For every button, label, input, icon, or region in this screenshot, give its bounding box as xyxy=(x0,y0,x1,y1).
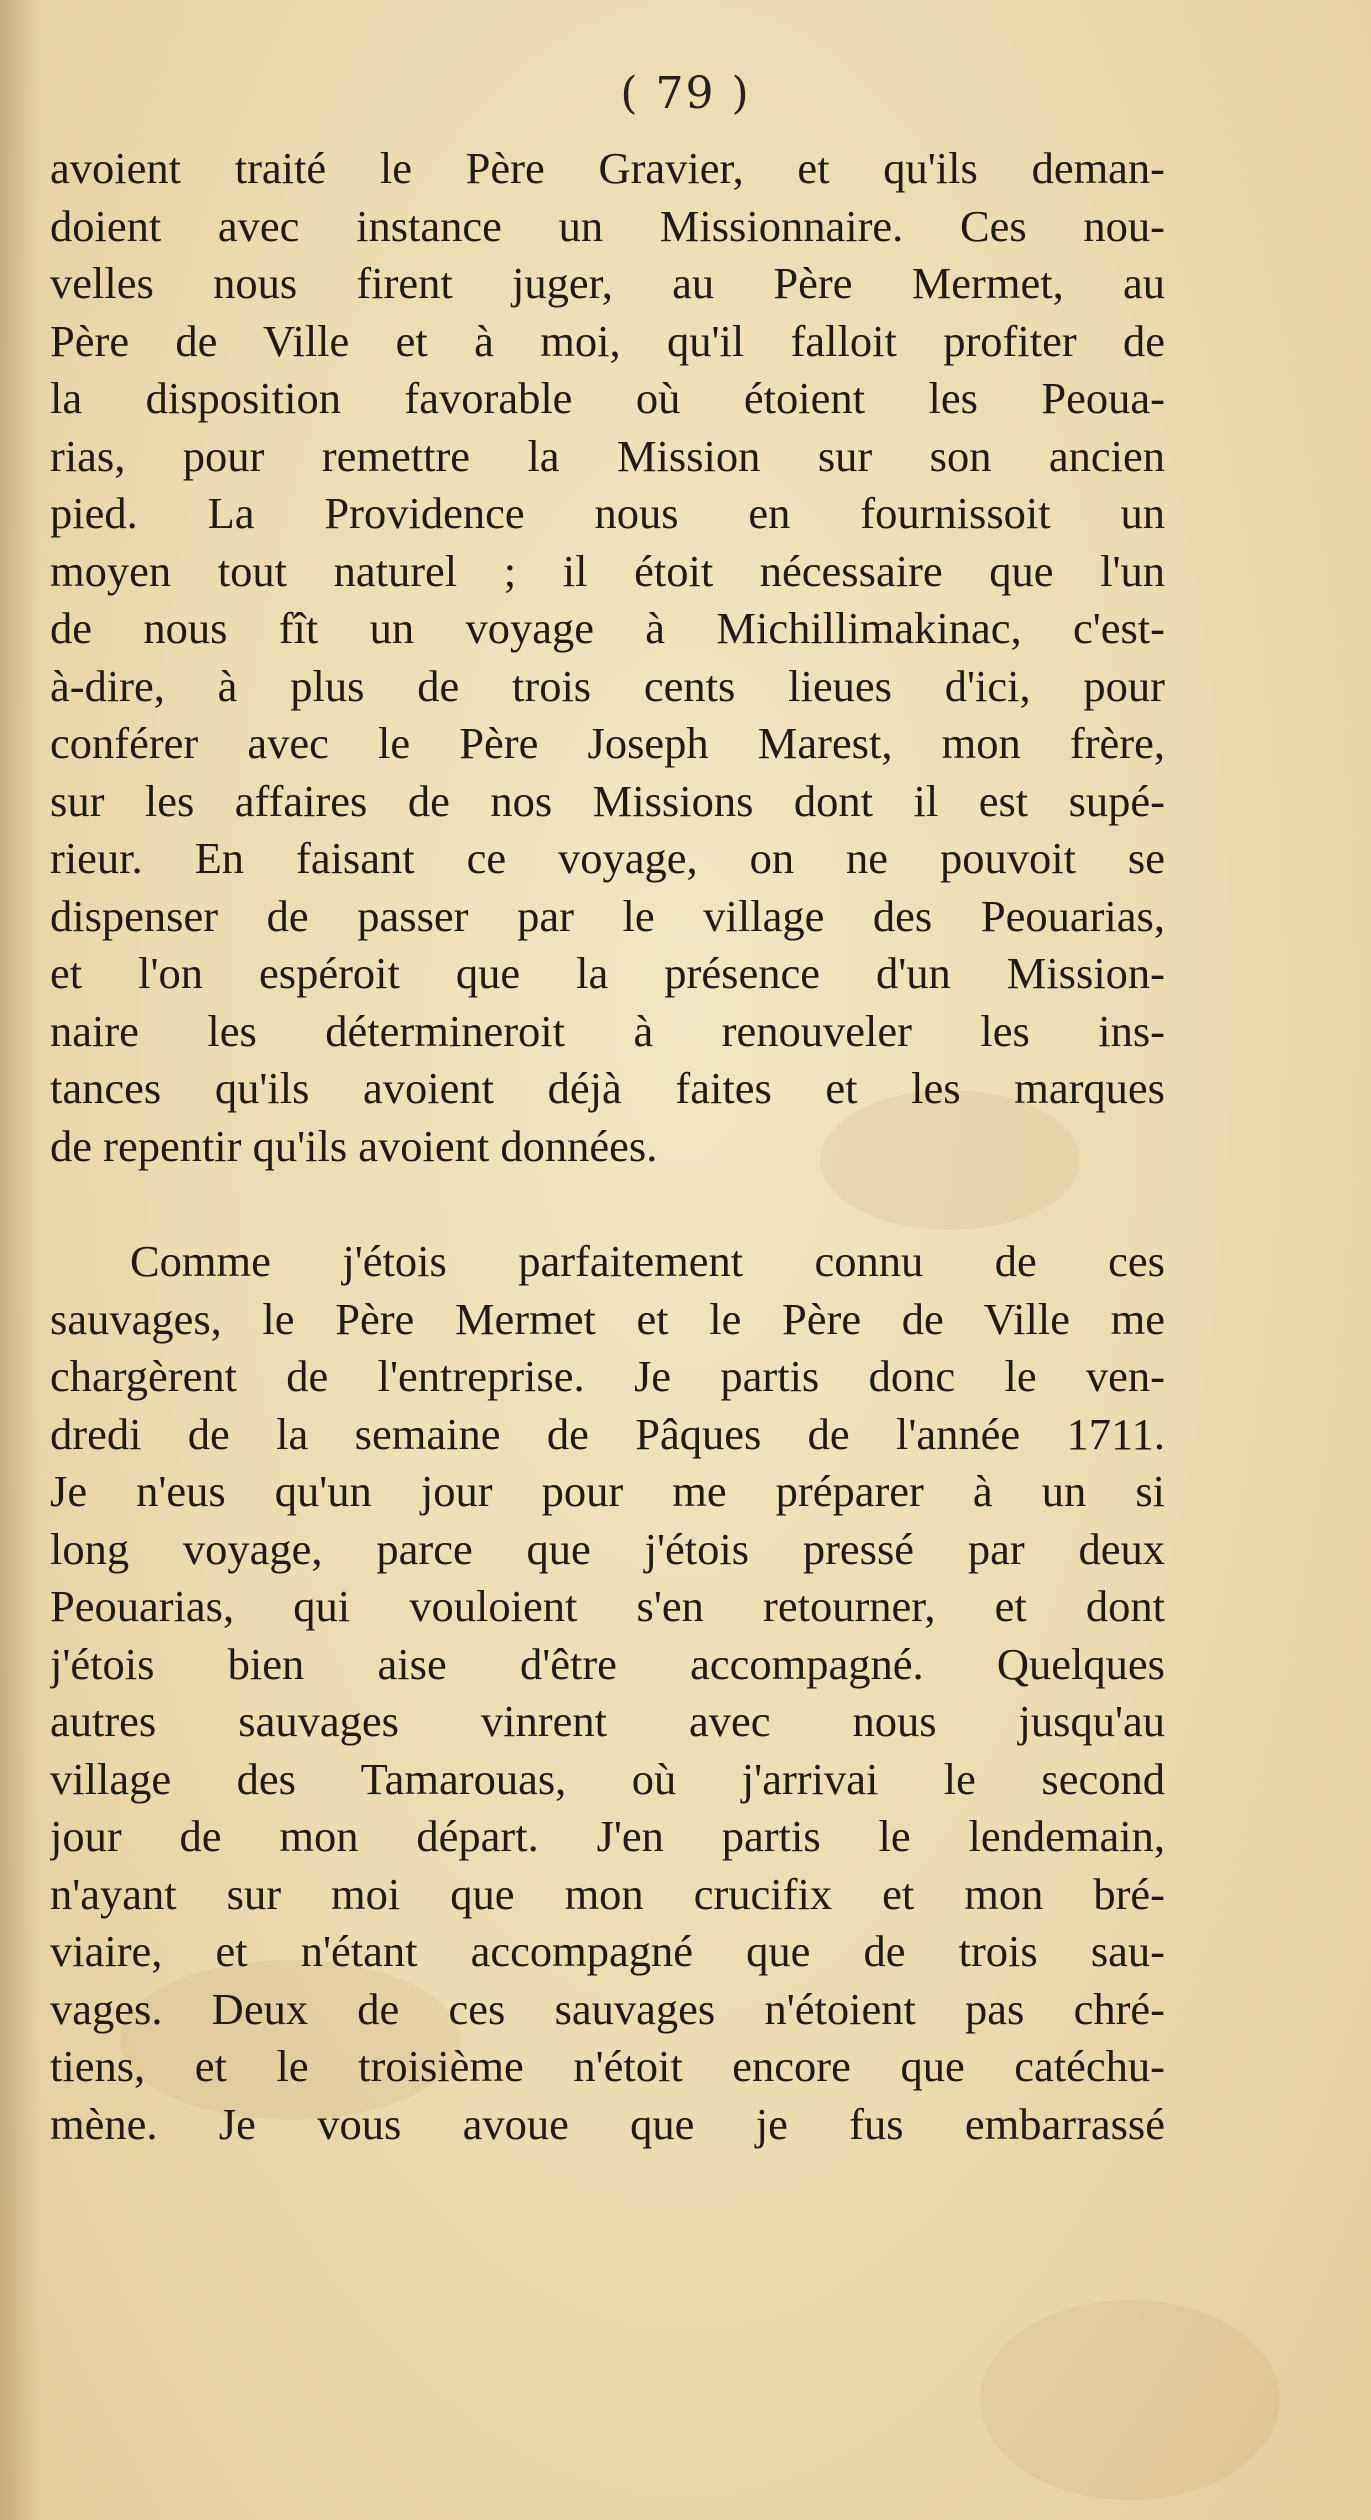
text-line: dispenser de passer par le village des Peouarias, xyxy=(50,890,1165,941)
page-text xyxy=(50,140,1165,2153)
text-line: de repentir qu'ils avoient données. xyxy=(50,1120,658,1171)
text-line: autres sauvages vinrent avec nous jusqu'au xyxy=(50,1696,1165,1746)
text-line: mène. Je vous avoue que je fus embarrassé xyxy=(50,2098,1165,2149)
text-line: Comme j'étois parfaitement connu de ces xyxy=(130,1236,1165,1286)
page-number: ( 79 ) xyxy=(620,68,751,119)
text-line: à-dire, à plus de trois cents lieues d'ici, pour xyxy=(50,660,1165,711)
text-line: de nous fît un voyage à Michillimakinac, c'est- xyxy=(50,603,1165,653)
page-fold-shadow xyxy=(0,0,40,2520)
text-line: tances qu'ils avoient déjà faites et les marques xyxy=(50,1063,1165,1113)
text-line: rieur. En faisant ce voyage, on ne pouvoit se xyxy=(50,833,1165,883)
text-line: chargèrent de l'entreprise. Je partis donc le ven- xyxy=(50,1351,1165,1401)
text-line: dredi de la semaine de Pâques de l'année 1711. xyxy=(50,1408,1165,1459)
text-line: tiens, et le troisième n'étoit encore que catéchu- xyxy=(50,2041,1165,2091)
paragraph-gap xyxy=(50,1175,1165,1233)
text-line: conférer avec le Père Joseph Marest, mon frère, xyxy=(50,718,1165,768)
text-line: et l'on espéroit que la présence d'un Mission- xyxy=(50,948,1165,998)
paragraph-2 xyxy=(50,1233,1165,2153)
text-line: village des Tamarouas, où j'arrivai le second xyxy=(50,1753,1165,1804)
text-line: pied. La Providence nous en fournissoit un xyxy=(50,488,1165,538)
text-line: sauvages, le Père Mermet et le Père de Ville me xyxy=(50,1293,1165,1344)
text-line: jour de mon départ. J'en partis le lendemain, xyxy=(50,1811,1165,1861)
text-line: Peouarias, qui vouloient s'en retourner, et dont xyxy=(50,1581,1165,1631)
text-line: Je n'eus qu'un jour pour me préparer à un si xyxy=(50,1466,1165,1516)
paper-stain xyxy=(980,2300,1280,2500)
text-line: long voyage, parce que j'étois pressé par deux xyxy=(50,1523,1165,1574)
text-line: avoient traité le Père Gravier, et qu'ils deman- xyxy=(50,143,1165,193)
text-line: la disposition favorable où étoient les Peoua- xyxy=(50,373,1165,423)
text-line: moyen tout naturel ; il étoit nécessaire que l'un xyxy=(50,545,1165,596)
paragraph-1 xyxy=(50,140,1165,1175)
text-line: velles nous firent juger, au Père Mermet, au xyxy=(50,258,1165,308)
text-line: doient avec instance un Missionnaire. Ces nou- xyxy=(50,200,1165,251)
text-line: naire les détermineroit à renouveler les ins- xyxy=(50,1005,1165,1056)
text-line: j'étois bien aise d'être accompagné. Quelques xyxy=(50,1638,1165,1689)
text-line: n'ayant sur moi que mon crucifix et mon bré- xyxy=(50,1868,1165,1919)
text-line: sur les affaires de nos Missions dont il est supé- xyxy=(50,775,1165,826)
text-line: viaire, et n'étant accompagné que de trois sau- xyxy=(50,1926,1165,1976)
text-line: rias, pour remettre la Mission sur son ancien xyxy=(50,430,1165,481)
text-line: vages. Deux de ces sauvages n'étoient pas chré- xyxy=(50,1983,1165,2034)
text-line: Père de Ville et à moi, qu'il falloit profiter de xyxy=(50,315,1165,366)
